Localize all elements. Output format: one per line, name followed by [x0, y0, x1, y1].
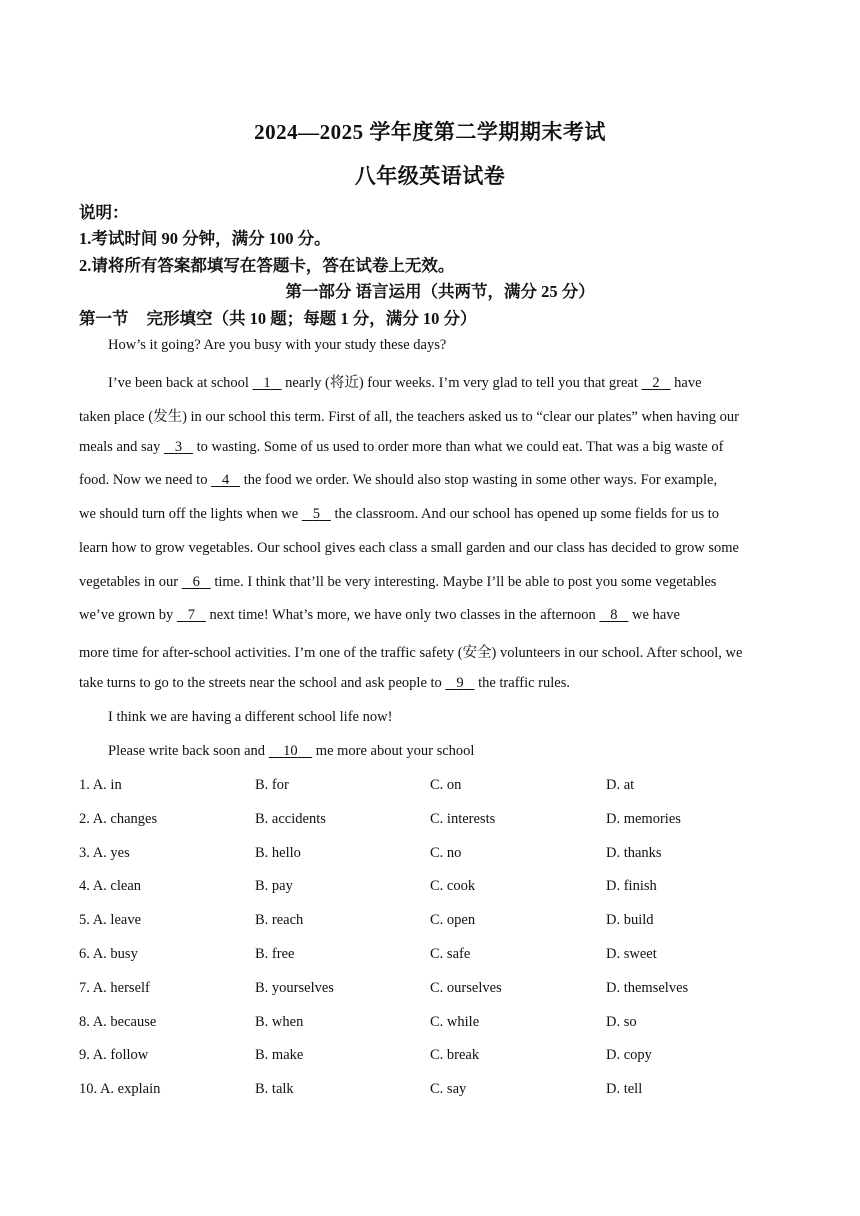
- option-row: [79, 777, 799, 797]
- option-choice: B. hello: [255, 844, 301, 861]
- option-row: [79, 811, 799, 831]
- option-choice: D. sweet: [606, 946, 657, 962]
- option-choice: 3. A. yes: [79, 844, 130, 861]
- option-row: [79, 1081, 799, 1101]
- passage-closing: I think we are having a different school life now!: [108, 709, 393, 725]
- option-choice: B. reach: [255, 912, 304, 929]
- blank-4: 4: [221, 472, 230, 488]
- section-title: 完形填空（共 10 题；每题 1 分，满分 10 分）: [146, 309, 477, 328]
- option-choice: D. finish: [606, 878, 657, 895]
- blank-3: 3: [174, 439, 183, 455]
- passage-line: learn how to grow vegetables. Our school gives each class a small garden and our class has decided to grow some: [79, 540, 739, 556]
- option-choice: C. ourselves: [430, 979, 502, 996]
- option-choice: B. free: [255, 946, 295, 962]
- passage-greeting: How’s it going? Are you busy with your study these days?: [108, 337, 447, 353]
- option-choice: C. cook: [430, 878, 476, 895]
- passage-line: we’ve grown by 7 next time! What’s more, we have only two classes in the afternoon 8 we have: [79, 607, 680, 623]
- option-choice: D. themselves: [606, 979, 689, 996]
- option-row: [79, 912, 799, 932]
- option-choice: C. open: [430, 912, 476, 929]
- section-label: 第一节: [79, 309, 129, 328]
- passage-line: vegetables in our 6 time. I think that’ll be very interesting. Maybe I’ll be able to post you some vegetables: [79, 574, 717, 590]
- blank-6: 6: [192, 574, 200, 590]
- option-choice: D. build: [606, 912, 654, 929]
- option-choice: C. on: [430, 777, 462, 793]
- option-choice: C. break: [430, 1047, 480, 1064]
- blank-2: 2: [652, 375, 660, 391]
- passage-line: I’ve been back at school 1 nearly (将近) four weeks. I’m very glad to tell you that great 2 have: [108, 375, 702, 391]
- option-choice: 7. A. herself: [79, 979, 150, 996]
- option-choice: B. yourselves: [255, 979, 334, 996]
- blank-1: 1: [263, 375, 271, 391]
- blank-9: 9: [456, 675, 464, 691]
- option-row: [79, 980, 799, 1000]
- instructions-heading: 说明：: [79, 203, 129, 222]
- option-choice: 1. A. in: [79, 777, 122, 793]
- blank-8: 8: [610, 607, 618, 623]
- instruction-item: 2.请将所有答案都填写在答题卡，答在试卷上无效。: [79, 256, 455, 275]
- option-choice: D. memories: [606, 810, 681, 827]
- section-heading: [79, 305, 477, 329]
- option-choice: D. so: [606, 1013, 637, 1030]
- option-choice: 8. A. because: [79, 1013, 157, 1030]
- option-row: [79, 1047, 799, 1067]
- passage-line: take turns to go to the streets near the school and ask people to 9 the traffic rules.: [79, 675, 570, 691]
- option-choice: C. safe: [430, 946, 471, 962]
- passage-line: more time for after-school activities. I’m one of the traffic safety (安全) volunteers in our school. After school, we: [79, 645, 743, 661]
- option-choice: B. make: [255, 1047, 304, 1064]
- instruction-item: 1.考试时间 90 分钟，满分 100 分。: [79, 229, 331, 248]
- option-choice: C. interests: [430, 810, 496, 827]
- option-row: [79, 845, 799, 865]
- option-choice: 2. A. changes: [79, 810, 158, 827]
- option-choice: 6. A. busy: [79, 946, 138, 962]
- passage-line: we should turn off the lights when we 5 the classroom. And our school has opened up some fields for us to: [79, 506, 720, 522]
- option-choice: C. while: [430, 1013, 480, 1030]
- option-choice: B. for: [255, 777, 289, 793]
- option-choice: B. talk: [255, 1081, 294, 1098]
- passage-closing: Please write back soon and 10 me more about your school: [108, 743, 475, 759]
- blank-7: 7: [187, 607, 195, 623]
- option-choice: 4. A. clean: [79, 878, 142, 895]
- blank-5: 5: [312, 506, 320, 522]
- part-title: 第一部分 语言运用（共两节，满分 25 分）: [285, 282, 595, 301]
- option-choice: C. no: [430, 844, 462, 861]
- option-choice: D. at: [606, 777, 635, 793]
- passage-line: meals and say 3 to wasting. Some of us used to order more than what we could eat. That was a big waste of: [79, 439, 724, 455]
- blank-10: 10: [283, 743, 298, 759]
- option-row: [79, 878, 799, 898]
- option-choice: D. copy: [606, 1047, 652, 1064]
- option-choice: B. pay: [255, 878, 293, 895]
- option-choice: D. tell: [606, 1081, 643, 1098]
- option-choice: B. accidents: [255, 810, 326, 827]
- option-choice: 5. A. leave: [79, 912, 142, 929]
- exam-title: 2024—2025 学年度第二学期期末考试: [254, 120, 606, 144]
- option-choice: B. when: [255, 1013, 304, 1030]
- option-row: [79, 1014, 799, 1034]
- option-row: [79, 946, 799, 966]
- option-choice: 9. A. follow: [79, 1047, 149, 1064]
- option-choice: 10. A. explain: [79, 1081, 161, 1098]
- passage-line: food. Now we need to 4 the food we order. We should also stop wasting in some other ways. For example,: [79, 472, 718, 488]
- passage-line: taken place (发生) in our school this term. First of all, the teachers asked us to “clear our plates” when having our: [79, 409, 739, 425]
- option-choice: D. thanks: [606, 844, 662, 861]
- option-choice: C. say: [430, 1081, 467, 1098]
- exam-subtitle: 八年级英语试卷: [354, 164, 506, 188]
